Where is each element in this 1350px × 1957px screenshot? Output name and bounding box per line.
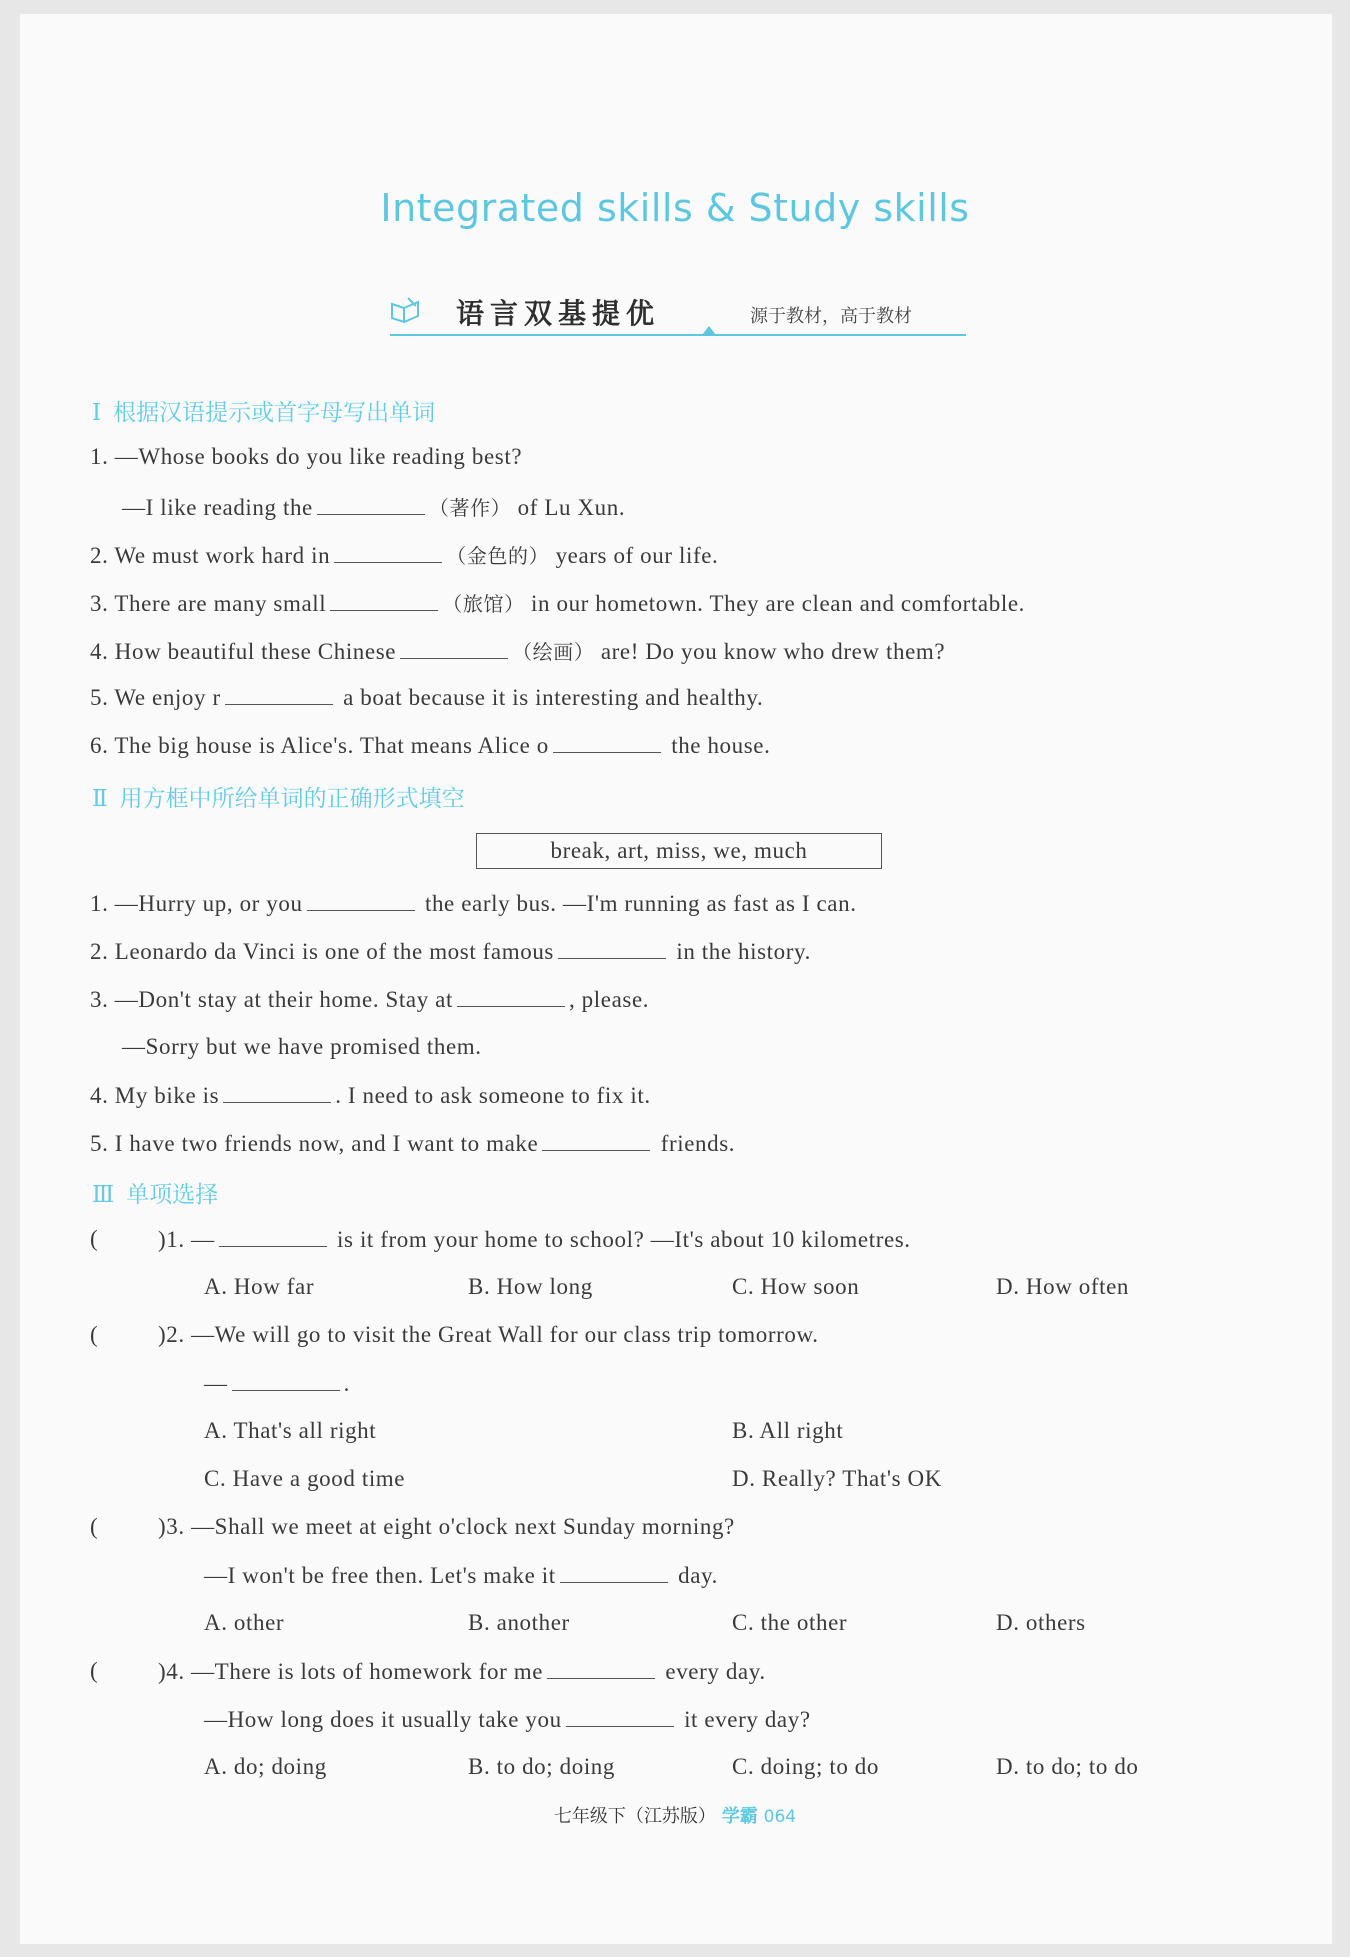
answer-blank[interactable] <box>225 684 333 705</box>
option-c[interactable]: C. doing; to do <box>732 1754 880 1779</box>
mc-question-4-line2: —How long does it usually take you it every day? <box>204 1707 811 1732</box>
footer-grade: 七年级下（江苏版） <box>553 1806 716 1827</box>
option-a[interactable]: A. How far <box>204 1274 315 1299</box>
answer-blank[interactable] <box>317 494 425 515</box>
mc-question-2: )2. —We will go to visit the Great Wall for our class trip tomorrow. <box>158 1322 819 1347</box>
section-banner <box>386 290 966 336</box>
question-2-2: 2. Leonardo da Vinci is one of the most famous in the history. <box>90 939 811 964</box>
page-number: 064 <box>763 1807 797 1827</box>
option-c[interactable]: C. the other <box>732 1610 848 1635</box>
word-box: break, art, miss, we, much <box>476 833 882 869</box>
mc-paren[interactable]: ( <box>90 1322 99 1347</box>
mc-question-4: )4. —There is lots of homework for me every day. <box>158 1659 766 1684</box>
footer-brand: 学霸 <box>721 1806 758 1827</box>
section-heading-2: Ⅱ 用方框中所给单词的正确形式填空 <box>92 786 465 812</box>
mc-paren[interactable]: ( <box>90 1226 99 1251</box>
option-d[interactable]: D. to do; to do <box>996 1754 1139 1779</box>
answer-blank[interactable] <box>223 1082 331 1103</box>
question-2-4: 4. My bike is . I need to ask someone to fix it. <box>90 1083 651 1108</box>
option-b[interactable]: B. another <box>468 1610 570 1635</box>
mc-question-1: )1. — is it from your home to school? —It's about 10 kilometres. <box>158 1227 911 1252</box>
answer-blank[interactable] <box>547 1658 655 1679</box>
answer-blank[interactable] <box>457 986 565 1007</box>
mc-paren[interactable]: ( <box>90 1514 99 1539</box>
question-2-3: 3. —Don't stay at their home. Stay at , please. <box>90 987 650 1012</box>
answer-blank[interactable] <box>558 938 666 959</box>
question-1-5: 5. We enjoy r a boat because it is interesting and healthy. <box>90 685 764 710</box>
mc-paren[interactable]: ( <box>90 1658 99 1683</box>
option-b[interactable]: B. How long <box>468 1274 593 1299</box>
banner-subtitle: 源于教材，高于教材 <box>750 306 912 327</box>
answer-blank[interactable] <box>542 1130 650 1151</box>
page-footer <box>0 1802 1350 1828</box>
answer-blank[interactable] <box>232 1370 340 1391</box>
section-heading-1: Ⅰ 根据汉语提示或首字母写出单词 <box>92 400 436 426</box>
book-icon <box>390 296 420 324</box>
section-heading-3: Ⅲ 单项选择 <box>92 1182 219 1208</box>
answer-blank[interactable] <box>334 542 442 563</box>
option-a[interactable]: A. other <box>204 1610 285 1635</box>
question-1-2: 2. We must work hard in （金色的） years of our life. <box>90 543 719 568</box>
option-d[interactable]: D. How often <box>996 1274 1130 1299</box>
question-2-3-reply: —Sorry but we have promised them. <box>122 1034 482 1059</box>
option-a[interactable]: A. do; doing <box>204 1754 327 1779</box>
question-1-1: 1. —Whose books do you like reading best? <box>90 444 523 469</box>
banner-title: 语言双基提优 <box>456 297 661 330</box>
answer-blank[interactable] <box>400 638 508 659</box>
option-d[interactable]: D. others <box>996 1610 1086 1635</box>
question-1-1-answer: —I like reading the （著作） of Lu Xun. <box>122 495 626 520</box>
question-1-6: 6. The big house is Alice's. That means Alice o the house. <box>90 733 771 758</box>
option-a[interactable]: A. That's all right <box>204 1418 377 1443</box>
question-1-3: 3. There are many small （旅馆） in our hometown. They are clean and comfortable. <box>90 591 1025 616</box>
page-title: Integrated skills & Study skills <box>380 186 970 230</box>
option-c[interactable]: C. Have a good time <box>204 1466 406 1491</box>
answer-blank[interactable] <box>330 590 438 611</box>
mc-question-3-line2: —I won't be free then. Let's make it day. <box>204 1563 719 1588</box>
answer-blank[interactable] <box>566 1706 674 1727</box>
question-2-5: 5. I have two friends now, and I want to make friends. <box>90 1131 736 1156</box>
option-d[interactable]: D. Really? That's OK <box>732 1466 942 1491</box>
answer-blank[interactable] <box>307 890 415 911</box>
answer-blank[interactable] <box>560 1562 668 1583</box>
answer-blank[interactable] <box>553 732 661 753</box>
mc-question-2-line2: — . <box>204 1371 350 1396</box>
answer-blank[interactable] <box>219 1226 327 1247</box>
option-c[interactable]: C. How soon <box>732 1274 860 1299</box>
question-2-1: 1. —Hurry up, or you the early bus. —I'm running as fast as I can. <box>90 891 857 916</box>
option-b[interactable]: B. to do; doing <box>468 1754 616 1779</box>
banner-underline <box>390 334 966 336</box>
question-1-4: 4. How beautiful these Chinese （绘画） are! Do you know who drew them? <box>90 639 946 664</box>
option-b[interactable]: B. All right <box>732 1418 844 1443</box>
mc-question-3: )3. —Shall we meet at eight o'clock next Sunday morning? <box>158 1514 735 1539</box>
